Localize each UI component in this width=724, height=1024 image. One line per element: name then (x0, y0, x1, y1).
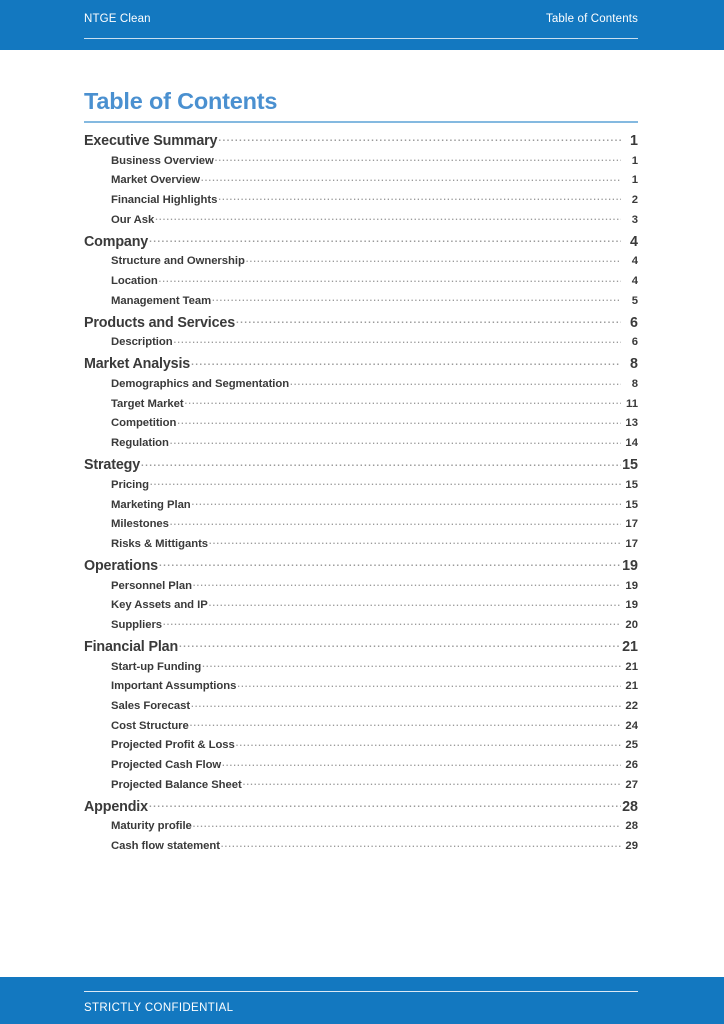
toc-dot-leader (185, 395, 621, 406)
toc-entry-page-number: 1 (631, 154, 638, 167)
page-header (0, 0, 724, 50)
toc-entry-page-number: 21 (625, 660, 638, 673)
toc-entry-level-1[interactable] (84, 231, 638, 252)
toc-entry-page-number: 1 (631, 174, 638, 187)
toc-entry-label: Milestones (111, 518, 169, 531)
toc-entry-label: Cost Structure (111, 719, 189, 732)
toc-dot-leader (149, 796, 621, 810)
toc-entry-page-number: 29 (625, 840, 638, 853)
toc-dot-leader (177, 415, 621, 426)
toc-entry-page-number: 24 (625, 719, 638, 732)
toc-entry-page-number: 6 (630, 314, 638, 331)
toc-entry-page-number: 28 (622, 798, 638, 815)
toc-dot-leader (150, 477, 621, 488)
toc-entry-label: Demographics and Segmentation (111, 378, 290, 391)
toc-dot-leader (215, 152, 621, 163)
toc-entry-page-number: 8 (631, 378, 638, 391)
page-content (84, 88, 638, 857)
toc-entry-page-number: 1 (630, 132, 638, 149)
toc-dot-leader (201, 172, 621, 183)
page-header-rule (84, 13, 638, 39)
toc-entry-level-2[interactable] (84, 434, 638, 454)
toc-entry-page-number: 4 (631, 275, 638, 288)
toc-dot-leader (212, 292, 621, 303)
toc-entry-level-2[interactable] (84, 191, 638, 211)
toc-entry-label: Financial Plan (84, 638, 179, 655)
toc-dot-leader (221, 838, 621, 849)
toc-entry-label: Executive Summary (84, 132, 218, 149)
toc-entry-page-number: 11 (626, 397, 638, 410)
toc-entry-page-number: 15 (625, 478, 638, 491)
toc-entry-page-number: 17 (625, 518, 638, 531)
toc-entry-label: Business Overview (111, 154, 214, 167)
toc-entry-page-number: 22 (625, 700, 638, 713)
toc-entry-level-2[interactable] (84, 375, 638, 395)
toc-entry-level-2[interactable] (84, 756, 638, 776)
toc-dot-leader (218, 192, 621, 203)
toc-dot-leader (193, 818, 621, 829)
toc-dot-leader (236, 312, 621, 326)
toc-entry-label: Personnel Plan (111, 579, 192, 592)
toc-entry-page-number: 26 (625, 759, 638, 772)
toc-entry-level-2[interactable] (84, 817, 638, 837)
title-underline-rule (84, 121, 638, 123)
toc-entry-label: Our Ask (111, 213, 155, 226)
toc-entry-level-2[interactable] (84, 736, 638, 756)
toc-dot-leader (155, 211, 621, 222)
toc-entry-page-number: 27 (625, 778, 638, 791)
toc-entry-label: Projected Profit & Loss (111, 739, 235, 752)
toc-entry-level-1[interactable] (84, 131, 638, 152)
toc-entry-level-1[interactable] (84, 354, 638, 375)
toc-dot-leader (163, 617, 621, 628)
toc-entry-page-number: 6 (631, 336, 638, 349)
toc-entry-level-2[interactable] (84, 211, 638, 231)
toc-entry-label: Marketing Plan (111, 498, 191, 511)
toc-dot-leader (141, 455, 621, 469)
toc-entry-level-2[interactable] (84, 535, 638, 555)
toc-entry-level-1[interactable] (84, 796, 638, 817)
toc-entry-label: Operations (84, 557, 158, 574)
toc-dot-leader (209, 536, 621, 547)
toc-entry-label: Projected Balance Sheet (111, 778, 242, 791)
toc-entry-page-number: 21 (622, 638, 638, 655)
toc-entry-page-number: 2 (631, 193, 638, 206)
toc-entry-label: Key Assets and IP (111, 599, 208, 612)
toc-entry-page-number: 15 (622, 457, 638, 474)
toc-dot-leader (246, 253, 621, 264)
toc-entry-label: Products and Services (84, 314, 236, 331)
toc-entry-label: Regulation (111, 437, 169, 450)
toc-entry-label: Market Overview (111, 174, 201, 187)
toc-entry-page-number: 5 (631, 294, 638, 307)
toc-entry-page-number: 15 (625, 498, 638, 511)
toc-entry-label: Important Assumptions (111, 680, 237, 693)
toc-entry-label: Structure and Ownership (111, 255, 245, 268)
toc-entry-page-number: 17 (625, 537, 638, 550)
header-document-name: NTGE Clean (84, 13, 151, 25)
table-of-contents-list (84, 131, 638, 857)
page-title: Table of Contents (84, 88, 278, 114)
toc-dot-leader (202, 658, 621, 669)
toc-entry-label: Management Team (111, 294, 212, 307)
toc-entry-level-2[interactable] (84, 616, 638, 636)
toc-entry-page-number: 13 (625, 417, 638, 430)
toc-entry-level-2[interactable] (84, 697, 638, 717)
toc-entry-level-2[interactable] (84, 171, 638, 191)
toc-entry-label: Company (84, 233, 149, 250)
toc-entry-label: Risks & Mittigants (111, 537, 209, 550)
toc-entry-label: Projected Cash Flow (111, 759, 222, 772)
toc-entry-level-2[interactable] (84, 414, 638, 434)
toc-dot-leader (222, 757, 621, 768)
toc-entry-label: Location (111, 275, 158, 288)
toc-entry-label: Cash flow statement (111, 840, 220, 853)
toc-entry-level-1[interactable] (84, 637, 638, 658)
toc-entry-level-2[interactable] (84, 596, 638, 616)
toc-entry-page-number: 25 (625, 739, 638, 752)
toc-entry-page-number: 20 (625, 618, 638, 631)
toc-dot-leader (159, 273, 621, 284)
toc-entry-label: Suppliers (111, 618, 163, 631)
toc-entry-label: Description (111, 336, 173, 349)
toc-dot-leader (193, 577, 621, 588)
toc-dot-leader (290, 376, 621, 387)
toc-entry-page-number: 19 (625, 579, 638, 592)
toc-entry-level-2[interactable] (84, 292, 638, 312)
toc-entry-level-2[interactable] (84, 152, 638, 172)
toc-entry-page-number: 21 (625, 680, 638, 693)
toc-entry-label: Strategy (84, 457, 141, 474)
toc-entry-label: Market Analysis (84, 356, 191, 373)
page-footer (0, 977, 724, 1024)
toc-dot-leader (237, 678, 621, 689)
toc-entry-level-2[interactable] (84, 776, 638, 796)
toc-entry-level-2[interactable] (84, 476, 638, 496)
toc-entry-level-1[interactable] (84, 455, 638, 476)
toc-dot-leader (170, 435, 621, 446)
toc-dot-leader (192, 496, 621, 507)
toc-entry-label: Start-up Funding (111, 660, 202, 673)
toc-dot-leader (191, 354, 621, 368)
toc-dot-leader (243, 776, 621, 787)
toc-entry-level-2[interactable] (84, 658, 638, 678)
toc-entry-level-2[interactable] (84, 395, 638, 415)
toc-entry-level-2[interactable] (84, 272, 638, 292)
toc-entry-label: Sales Forecast (111, 700, 191, 713)
toc-dot-leader (209, 597, 621, 608)
footer-confidentiality-notice: STRICTLY CONFIDENTIAL (84, 1002, 234, 1014)
toc-entry-label: Competition (111, 417, 177, 430)
toc-entry-level-2[interactable] (84, 577, 638, 597)
toc-dot-leader (149, 231, 621, 245)
header-section-name: Table of Contents (545, 13, 638, 25)
toc-entry-page-number: 28 (625, 820, 638, 833)
toc-dot-leader (191, 698, 621, 709)
toc-entry-level-1[interactable] (84, 312, 638, 333)
page-footer-rule (84, 991, 638, 1016)
toc-entry-page-number: 8 (630, 356, 638, 373)
toc-entry-page-number: 4 (630, 233, 638, 250)
toc-entry-label: Pricing (111, 478, 149, 491)
toc-entry-page-number: 19 (622, 557, 638, 574)
toc-entry-level-2[interactable] (84, 333, 638, 353)
toc-entry-label: Appendix (84, 798, 148, 815)
toc-entry-page-number: 19 (625, 599, 638, 612)
toc-dot-leader (190, 717, 621, 728)
toc-entry-level-2[interactable] (84, 837, 638, 857)
toc-entry-label: Maturity profile (111, 820, 192, 833)
toc-entry-level-2[interactable] (84, 717, 638, 737)
toc-dot-leader (179, 637, 621, 651)
toc-dot-leader (170, 516, 621, 527)
toc-entry-label: Financial Highlights (111, 193, 218, 206)
toc-dot-leader (174, 334, 621, 345)
toc-entry-level-2[interactable] (84, 496, 638, 516)
toc-dot-leader (236, 737, 621, 748)
toc-entry-page-number: 4 (631, 255, 638, 268)
toc-entry-level-2[interactable] (84, 252, 638, 272)
toc-entry-page-number: 14 (625, 437, 638, 450)
toc-entry-page-number: 3 (631, 213, 638, 226)
toc-entry-level-2[interactable] (84, 515, 638, 535)
toc-entry-level-1[interactable] (84, 556, 638, 577)
toc-dot-leader (218, 131, 621, 145)
toc-dot-leader (159, 556, 621, 570)
toc-entry-label: Target Market (111, 397, 184, 410)
toc-entry-level-2[interactable] (84, 677, 638, 697)
